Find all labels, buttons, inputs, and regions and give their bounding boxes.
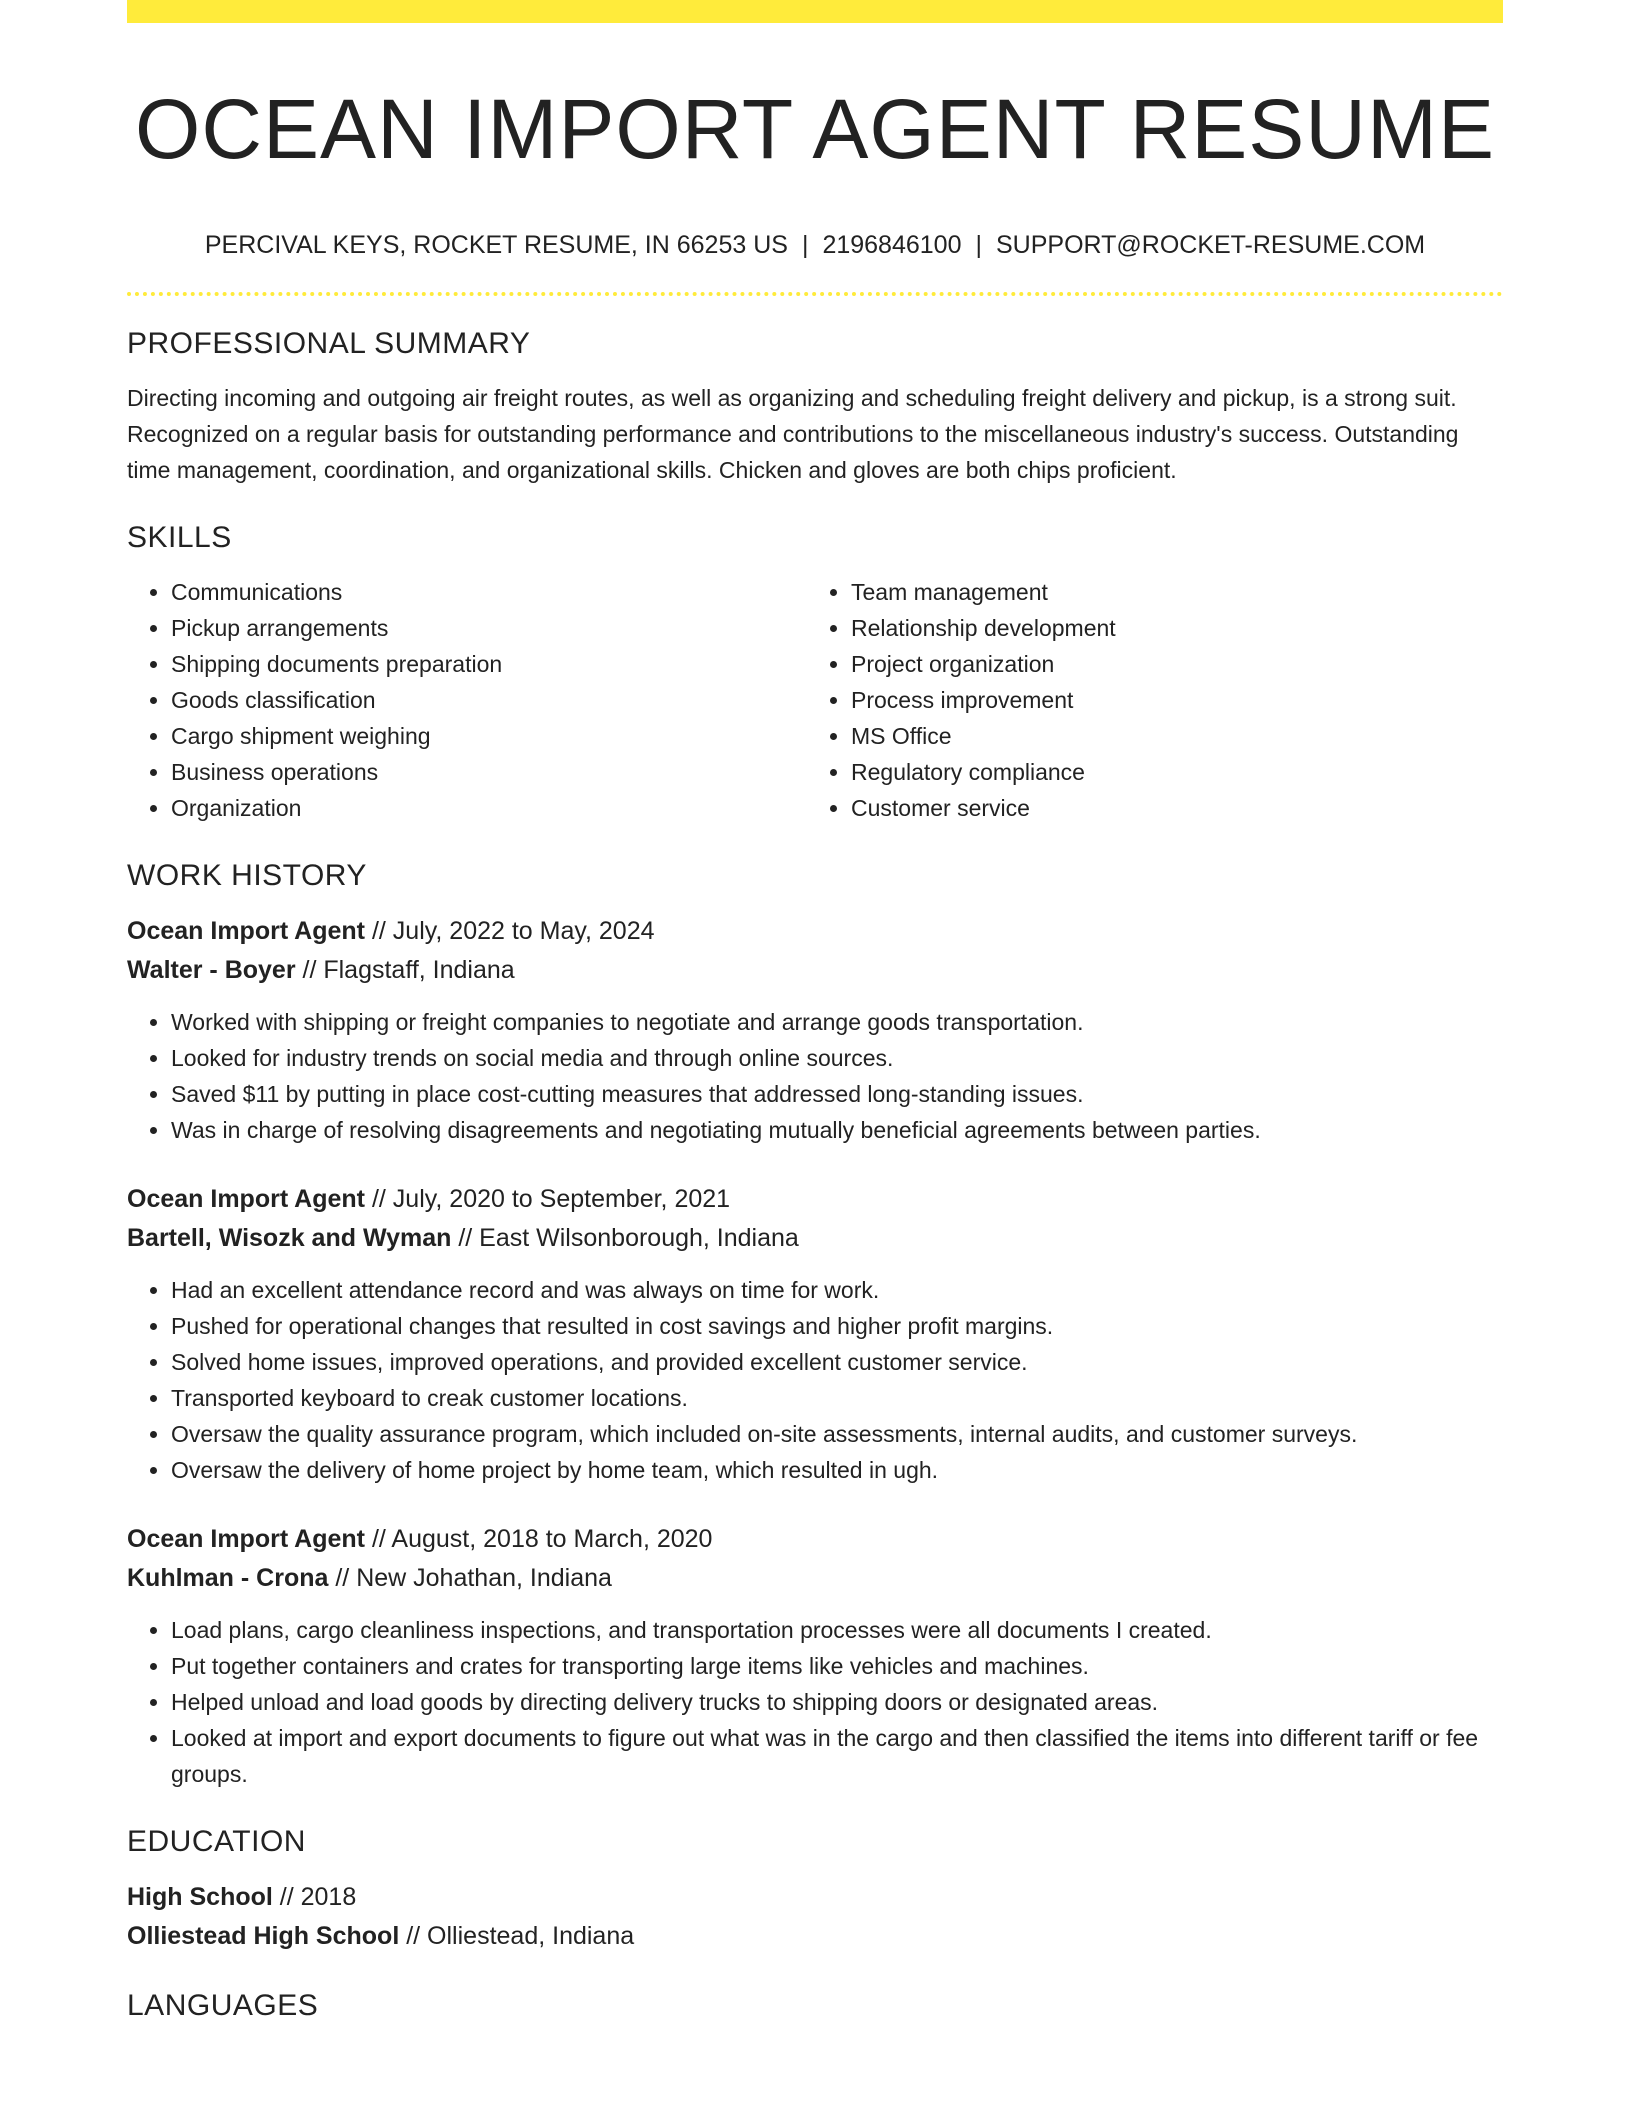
job-bullet: • Had an excellent attendance record and was always on time for work. <box>171 1272 1503 1308</box>
job-bullet: • Helped unload and load goods by directing delivery trucks to shipping doors or designated areas. <box>171 1684 1503 1720</box>
skill-item: • Communications <box>171 574 807 610</box>
job-company-line <box>127 1219 1503 1258</box>
job-company-line <box>127 951 1503 990</box>
skill-item: • Business operations <box>171 754 807 790</box>
job-bullets <box>127 1272 1503 1488</box>
education-section <box>127 1824 1503 1956</box>
education-location: // Olliestead, Indiana <box>406 1922 635 1951</box>
education-year: // 2018 <box>279 1883 357 1912</box>
contact-separator: | <box>801 231 809 260</box>
education-heading: EDUCATION <box>127 1825 306 1859</box>
header-divider <box>127 292 1503 296</box>
job-location: // Flagstaff, Indiana <box>302 956 515 985</box>
skill-item: • Process improvement <box>851 682 1487 718</box>
job-bullet: • Transported keyboard to creak customer locations. <box>171 1380 1503 1416</box>
job-bullets <box>127 1004 1503 1148</box>
job-title: Ocean Import Agent <box>127 1185 365 1214</box>
job-bullet: • Pushed for operational changes that resulted in cost savings and higher profit margins. <box>171 1308 1503 1344</box>
job-entry <box>127 1180 1503 1488</box>
skills-grid <box>127 574 1503 826</box>
education-school-line <box>127 1917 1503 1956</box>
job-bullet: • Looked at import and export documents to figure out what was in the cargo and then classified the items into different tariff or fee groups. <box>171 1720 1503 1792</box>
job-title-line <box>127 912 1503 951</box>
skill-item: • Team management <box>851 574 1487 610</box>
job-title-line <box>127 1520 1503 1559</box>
job-title: Ocean Import Agent <box>127 1525 365 1554</box>
job-entry <box>127 1520 1503 1792</box>
job-title-line <box>127 1180 1503 1219</box>
skill-item: • Project organization <box>851 646 1487 682</box>
job-location: // New Johathan, Indiana <box>335 1564 612 1593</box>
skill-item: • Cargo shipment weighing <box>171 718 807 754</box>
job-bullet: • Oversaw the quality assurance program, which included on-site assessments, internal audits, and customer surveys. <box>171 1416 1503 1452</box>
languages-heading: LANGUAGES <box>127 1989 319 2023</box>
job-company: Bartell, Wisozk and Wyman <box>127 1224 452 1253</box>
skills-right-column <box>807 574 1487 826</box>
education-degree: High School <box>127 1883 273 1912</box>
education-school: Olliestead High School <box>127 1922 400 1951</box>
job-company: Kuhlman - Crona <box>127 1564 329 1593</box>
skill-item: • Customer service <box>851 790 1487 826</box>
job-bullet: • Saved $11 by putting in place cost-cutting measures that addressed long-standing issues. <box>171 1076 1503 1112</box>
work-history-section <box>127 858 1503 1792</box>
work-history-heading: WORK HISTORY <box>127 859 367 893</box>
job-entry <box>127 912 1503 1148</box>
job-bullet: • Worked with shipping or freight companies to negotiate and arrange goods transportation. <box>171 1004 1503 1040</box>
contact-phone: 2196846100 <box>822 231 962 260</box>
job-bullet: • Put together containers and crates for transporting large items like vehicles and machines. <box>171 1648 1503 1684</box>
skill-item: • MS Office <box>851 718 1487 754</box>
job-title: Ocean Import Agent <box>127 917 365 946</box>
skill-item: • Pickup arrangements <box>171 610 807 646</box>
education-degree-line <box>127 1878 1503 1917</box>
contact-email: SUPPORT@ROCKET-RESUME.COM <box>995 231 1426 260</box>
resume-page <box>127 0 1503 2024</box>
education-entry <box>127 1878 1503 1956</box>
job-bullets <box>127 1612 1503 1792</box>
skill-item: • Relationship development <box>851 610 1487 646</box>
contact-separator: | <box>975 231 982 260</box>
skills-section <box>127 520 1503 826</box>
summary-section <box>127 326 1503 488</box>
skill-item: • Organization <box>171 790 807 826</box>
job-dates: // July, 2020 to September, 2021 <box>371 1185 731 1214</box>
job-company-line <box>127 1559 1503 1598</box>
job-dates: // July, 2022 to May, 2024 <box>371 917 655 946</box>
job-bullet: • Oversaw the delivery of home project by home team, which resulted in ugh. <box>171 1452 1503 1488</box>
job-bullet: • Solved home issues, improved operations, and provided excellent customer service. <box>171 1344 1503 1380</box>
contact-address: PERCIVAL KEYS, ROCKET RESUME, IN 66253 US <box>204 231 788 260</box>
summary-heading: PROFESSIONAL SUMMARY <box>127 327 531 361</box>
skills-left-column <box>127 574 807 826</box>
contact-line <box>127 230 1503 260</box>
skill-item: • Shipping documents preparation <box>171 646 807 682</box>
job-dates: // August, 2018 to March, 2020 <box>371 1525 713 1554</box>
skills-heading: SKILLS <box>127 521 232 555</box>
job-company: Walter - Boyer <box>127 956 296 985</box>
job-bullet: • Was in charge of resolving disagreements and negotiating mutually beneficial agreements between parties. <box>171 1112 1503 1148</box>
job-bullet: • Load plans, cargo cleanliness inspections, and transportation processes were all documents I created. <box>171 1612 1503 1648</box>
skill-item: • Goods classification <box>171 682 807 718</box>
top-accent-bar <box>127 0 1503 23</box>
page-title: OCEAN IMPORT AGENT RESUME <box>135 82 1495 176</box>
summary-text: Directing incoming and outgoing air freight routes, as well as organizing and scheduling freight delivery and pickup, is a strong suit. Recognized on a regular basis for outstanding performance and contributions to the miscellaneous industry's success. Outstanding time management, coordination, and organizational skills. Chicken and gloves are both chips proficient. <box>127 385 1459 484</box>
skill-item: • Regulatory compliance <box>851 754 1487 790</box>
languages-section <box>127 1988 1503 2024</box>
job-bullet: • Looked for industry trends on social media and through online sources. <box>171 1040 1503 1076</box>
job-location: // East Wilsonborough, Indiana <box>458 1224 799 1253</box>
